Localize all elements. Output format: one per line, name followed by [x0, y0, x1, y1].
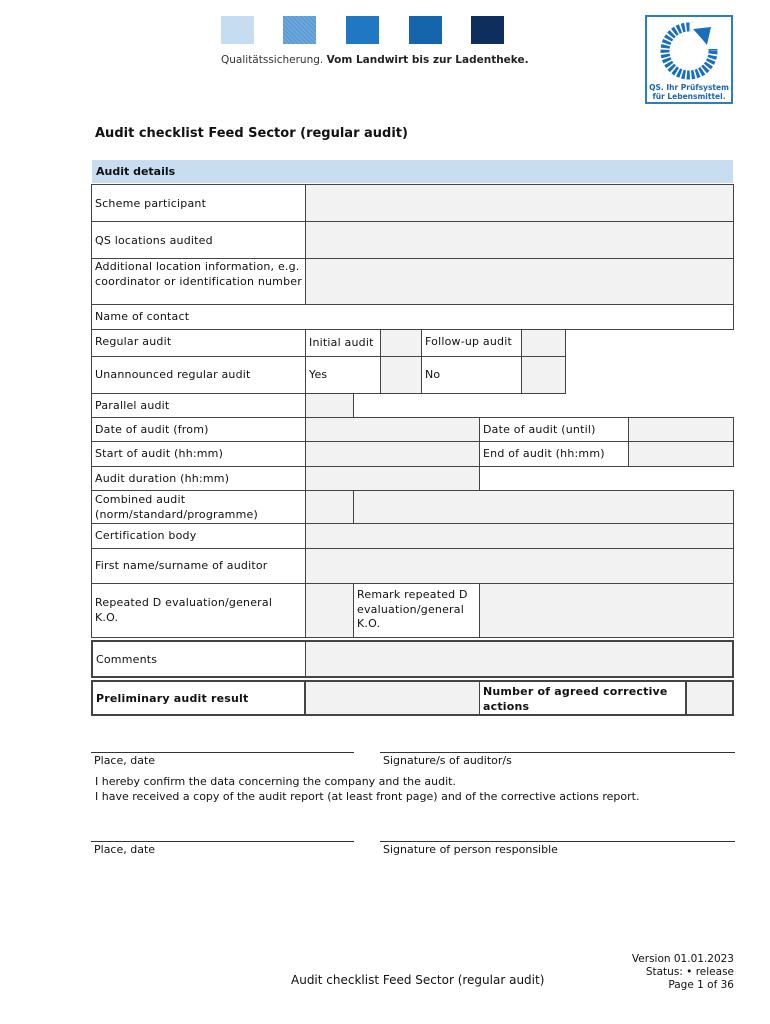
- label-audit-duration: Audit duration (hh:mm): [91, 466, 306, 491]
- checkbox-yes[interactable]: [380, 356, 422, 394]
- field-auditor-name[interactable]: [305, 548, 734, 584]
- field-remark-repeated-d[interactable]: [479, 583, 734, 638]
- footer-page: Page 1 of 36: [668, 979, 734, 991]
- label-place-date-2: Place, date: [94, 843, 156, 856]
- label-auditor-signature: Signature/s of auditor/s: [383, 754, 512, 767]
- label-no: No: [421, 356, 522, 394]
- label-combined-audit: Combined audit (norm/standard/programme): [91, 490, 306, 524]
- field-date-until[interactable]: [628, 417, 734, 442]
- footer-version: Version 01.01.2023: [631, 953, 734, 965]
- field-certification-body[interactable]: [305, 523, 734, 549]
- checkbox-initial-audit[interactable]: [380, 329, 422, 357]
- label-repeated-d: Repeated D evaluation/general K.O.: [91, 583, 306, 638]
- brand-square-5: [471, 16, 504, 44]
- label-agreed-actions: Number of agreed corrective actions: [479, 680, 686, 716]
- label-parallel-audit: Parallel audit: [91, 393, 306, 418]
- signature-line-place-date-2[interactable]: [91, 841, 354, 842]
- label-preliminary-result: Preliminary audit result: [91, 680, 306, 716]
- field-agreed-actions[interactable]: [685, 680, 734, 716]
- label-qs-locations: QS locations audited: [91, 221, 306, 259]
- field-additional-location[interactable]: [305, 258, 734, 305]
- logo-caption: QS. Ihr Prüfsystem für Lebensmittel.: [649, 83, 729, 101]
- brand-square-1: [221, 16, 254, 44]
- field-combined-audit[interactable]: [353, 490, 734, 524]
- document-title: Audit checklist Feed Sector (regular audit): [95, 126, 408, 141]
- label-start-of-audit: Start of audit (hh:mm): [91, 441, 306, 467]
- label-initial-audit: Initial audit: [305, 329, 381, 357]
- label-yes: Yes: [305, 356, 381, 394]
- label-follow-up-audit: Follow-up audit: [421, 329, 522, 357]
- brand-square-3: [346, 16, 379, 44]
- label-place-date-1: Place, date: [94, 754, 156, 767]
- label-scheme-participant: Scheme participant: [91, 184, 306, 222]
- label-certification-body: Certification body: [91, 523, 306, 549]
- brand-square-4: [409, 16, 442, 44]
- label-date-from: Date of audit (from): [91, 417, 306, 442]
- footer-title: Audit checklist Feed Sector (regular audit): [291, 973, 545, 987]
- label-unannounced-audit: Unannounced regular audit: [91, 356, 306, 394]
- label-responsible-signature: Signature of person responsible: [383, 843, 558, 856]
- field-qs-locations[interactable]: [305, 221, 734, 259]
- field-preliminary-result[interactable]: [305, 680, 480, 716]
- label-remark-repeated-d: Remark repeated D evaluation/general K.O.: [353, 583, 480, 638]
- field-start-of-audit[interactable]: [305, 441, 480, 467]
- signature-line-responsible[interactable]: [380, 841, 735, 842]
- footer-status: Status: • release: [645, 966, 734, 978]
- brand-square-2: [283, 16, 316, 44]
- label-regular-audit: Regular audit: [91, 329, 306, 357]
- footer-meta: [632, 953, 734, 992]
- qs-logo-icon: [647, 19, 731, 81]
- label-auditor-name: First name/surname of auditor: [91, 548, 306, 584]
- label-name-of-contact: Name of contact: [91, 304, 734, 330]
- signature-line-place-date-1[interactable]: [91, 752, 354, 753]
- field-comments[interactable]: [305, 640, 734, 678]
- checkbox-no[interactable]: [521, 356, 566, 394]
- tagline: Qualitätssicherung. Vom Landwirt bis zur Ladentheke.: [221, 54, 529, 66]
- field-end-of-audit[interactable]: [628, 441, 734, 467]
- checkbox-parallel-audit[interactable]: [305, 393, 354, 418]
- label-additional-location: Additional location information, e.g. coordinator or identification number: [91, 258, 306, 305]
- field-scheme-participant[interactable]: [305, 184, 734, 222]
- section-header: Audit details: [92, 160, 733, 183]
- label-end-of-audit: End of audit (hh:mm): [479, 441, 629, 467]
- label-comments: Comments: [91, 640, 306, 678]
- confirmation-text: I hereby confirm the data concerning the company and the audit. I have received a copy of the audit report (at least front page) and of the corrective actions report.: [95, 775, 640, 803]
- field-audit-duration[interactable]: [305, 466, 480, 491]
- qs-logo: [645, 15, 733, 104]
- checkbox-combined-audit[interactable]: [305, 490, 354, 524]
- label-date-until: Date of audit (until): [479, 417, 629, 442]
- field-date-from[interactable]: [305, 417, 480, 442]
- checkbox-follow-up-audit[interactable]: [521, 329, 566, 357]
- signature-line-auditor[interactable]: [380, 752, 735, 753]
- checkbox-repeated-d[interactable]: [305, 583, 354, 638]
